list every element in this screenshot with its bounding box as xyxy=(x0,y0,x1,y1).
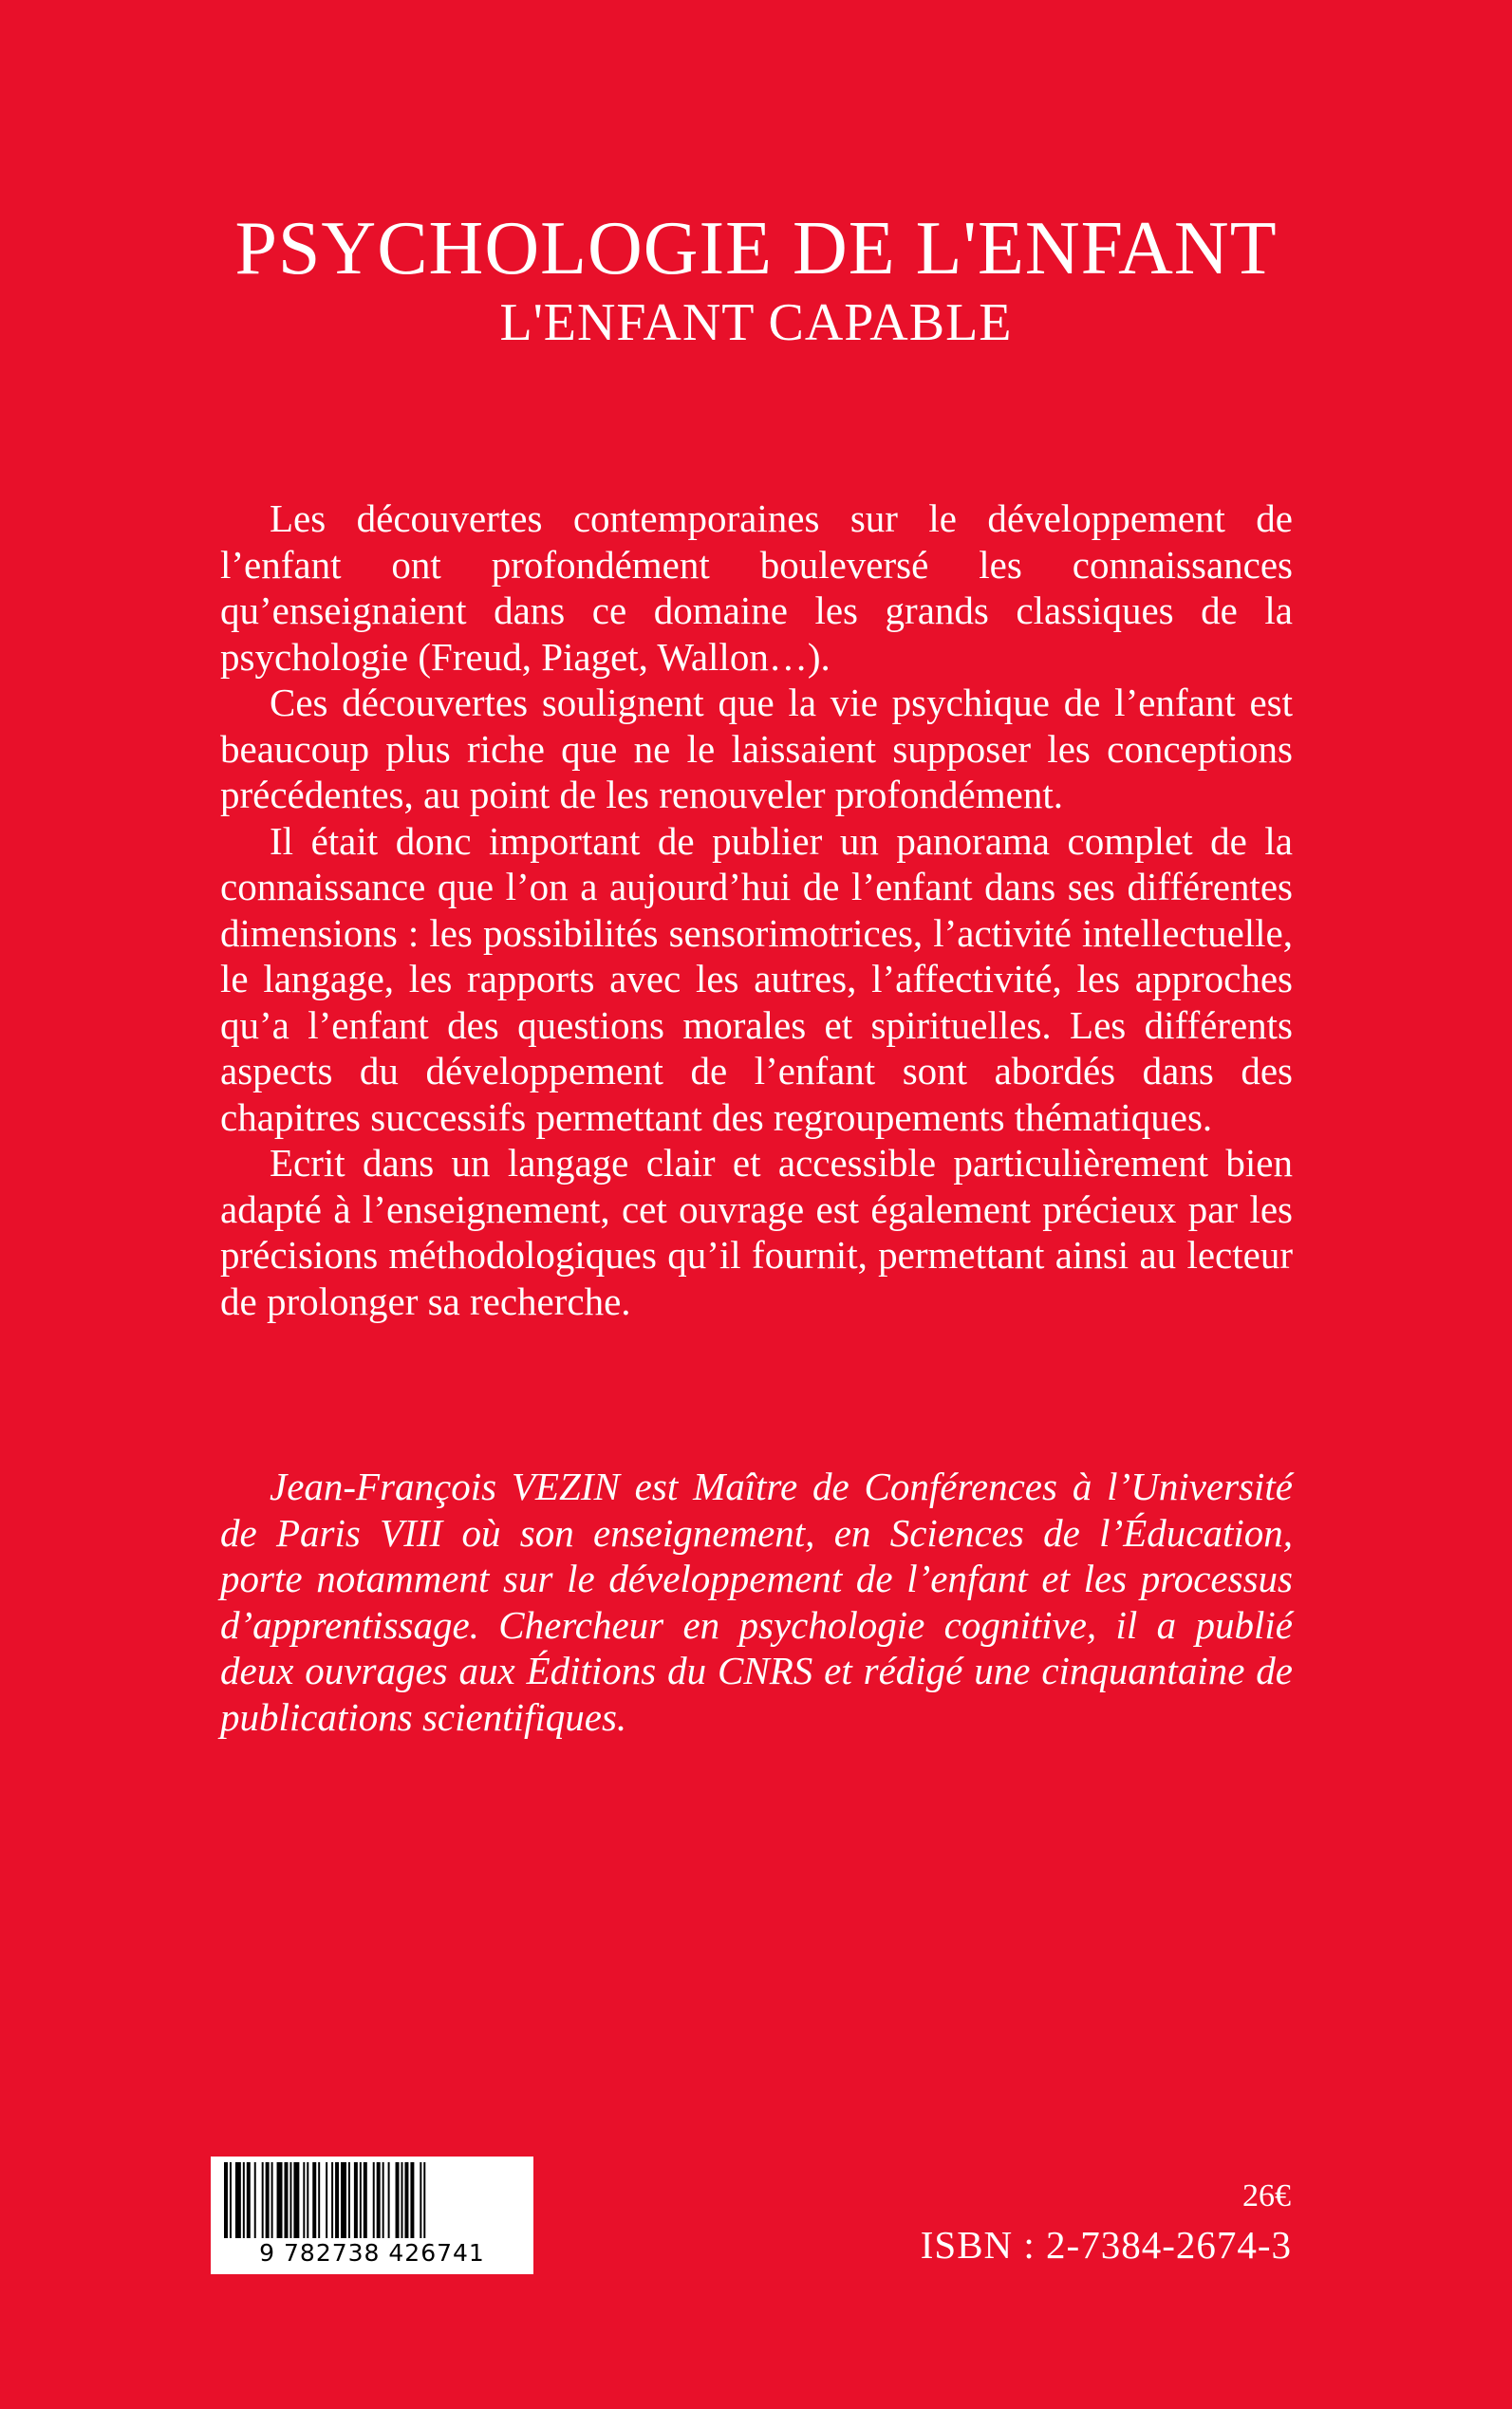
blurb-paragraph: Il était donc important de publier un panorama complet de la connaissance que l’on a aujourd’hui de l’enfant dans ses différentes dimensions : les possibilités sensorimotrices, l’activité intellectuelle, le langage, les rapports avec les autres, l’affectivité, les approches qu’a l’enfant des questions morales et spirituelles. Les différents aspects du développement de l’enfant sont abordés dans des chapitres successifs permettant des regroupements thématiques. xyxy=(220,818,1293,1139)
blurb-paragraph: Ecrit dans un langage clair et accessible particulièrement bien adapté à l’enseignement, cet ouvrage est également précieux par les précisions méthodologiques qu’il fournit, permettant ainsi au lecteur de prolonger sa recherche. xyxy=(220,1141,1293,1323)
barcode-bars xyxy=(220,2162,524,2238)
price: 26€ xyxy=(1242,2178,1291,2213)
author-bio: Jean-François VEZIN est Maître de Conférences à l’Université de Paris VIII où son enseignement, en Sciences de l’Éducation, porte notamment sur le développement de l’enfant et les processus d’apprentissage. Chercheur en psychologie cognitive, il a publié deux ouvrages aux Éditions du CNRS et rédigé une cinquantaine de publications scientifiques. xyxy=(220,1465,1293,1739)
blurb-paragraph: Ces découvertes soulignent que la vie psychique de l’enfant est beaucoup plus riche que ne le laissaient supposer les conceptions précédentes, au point de les renouveler profondément. xyxy=(220,681,1293,816)
book-subtitle: L'ENFANT CAPABLE xyxy=(499,293,1013,352)
isbn: ISBN : 2-7384-2674-3 xyxy=(920,2223,1292,2267)
book-title: PSYCHOLOGIE DE L'ENFANT xyxy=(234,207,1278,290)
blurb-paragraph: Les découvertes contemporaines sur le développement de l’enfant ont profondément bouleversé les connaissances qu’enseignaient dans ce domaine les grands classiques de la psychologie (Freud, Piaget, Wallon…). xyxy=(220,496,1293,679)
barcode-digits: 9 782738 426741 xyxy=(259,2239,485,2267)
barcode xyxy=(211,2157,533,2274)
blurb xyxy=(220,495,1293,1324)
